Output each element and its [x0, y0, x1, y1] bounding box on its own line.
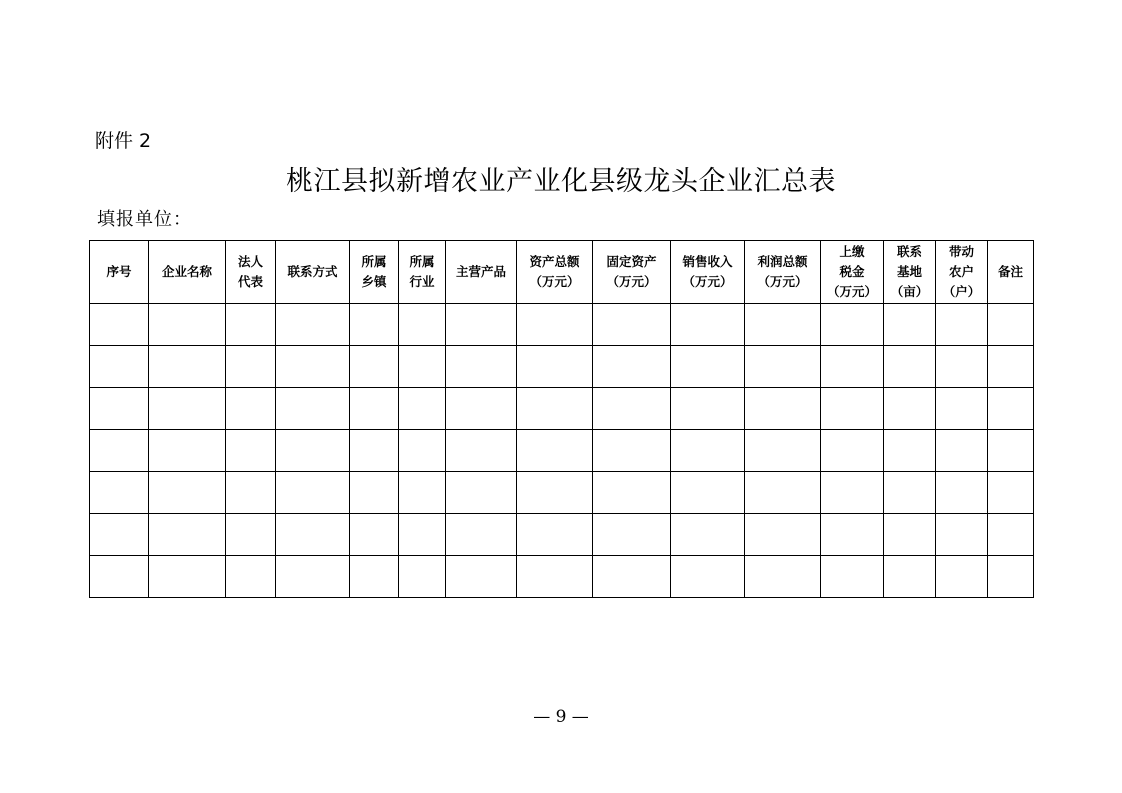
table-cell — [226, 430, 276, 472]
table-cell — [149, 430, 226, 472]
table-cell — [936, 388, 988, 430]
column-header — [671, 241, 745, 304]
column-header-line: 乡镇 — [361, 274, 387, 289]
table-cell — [593, 472, 671, 514]
column-header-line: （万元） — [682, 274, 733, 289]
table-cell — [446, 346, 517, 388]
column-header-line: 税金 — [839, 264, 865, 279]
column-header-line: 序号 — [106, 264, 132, 279]
table-cell — [446, 430, 517, 472]
table-cell — [671, 472, 745, 514]
table-cell — [936, 556, 988, 598]
table-cell — [446, 514, 517, 556]
column-header-line: 企业名称 — [161, 264, 212, 279]
column-header-line: 行业 — [409, 274, 435, 289]
table-cell — [399, 304, 446, 346]
table-cell — [399, 556, 446, 598]
table-body — [90, 304, 1034, 598]
table-cell — [936, 514, 988, 556]
column-header-line: 所属 — [409, 254, 435, 269]
table-cell — [149, 304, 226, 346]
column-header — [821, 241, 884, 304]
table-cell — [276, 430, 350, 472]
table-cell — [821, 556, 884, 598]
table-cell — [821, 472, 884, 514]
table-cell — [226, 388, 276, 430]
table-cell — [936, 472, 988, 514]
table-cell — [988, 514, 1034, 556]
page-number: — 9 — — [533, 707, 589, 727]
table-cell — [745, 556, 821, 598]
table-cell — [671, 304, 745, 346]
table-cell — [517, 556, 593, 598]
table-cell — [988, 346, 1034, 388]
table-cell — [745, 388, 821, 430]
table-cell — [226, 472, 276, 514]
table-cell — [226, 514, 276, 556]
table-cell — [745, 304, 821, 346]
table-cell — [226, 346, 276, 388]
column-header — [90, 241, 149, 304]
table-cell — [276, 472, 350, 514]
table-cell — [884, 514, 936, 556]
table-cell — [671, 556, 745, 598]
column-header — [149, 241, 226, 304]
column-header-line: 备注 — [997, 264, 1023, 279]
column-header-line: （万元） — [757, 274, 808, 289]
table-cell — [745, 472, 821, 514]
table-cell — [745, 514, 821, 556]
table-cell — [226, 556, 276, 598]
table-row — [90, 388, 1034, 430]
column-header-line: 带动 — [948, 244, 974, 259]
column-header-line: 基地 — [896, 264, 922, 279]
table-cell — [350, 556, 399, 598]
column-header — [350, 241, 399, 304]
column-header — [745, 241, 821, 304]
table-cell — [936, 430, 988, 472]
table-row — [90, 556, 1034, 598]
summary-table — [89, 240, 1034, 598]
table-cell — [90, 472, 149, 514]
column-header — [593, 241, 671, 304]
table-cell — [821, 346, 884, 388]
table-cell — [517, 514, 593, 556]
table-cell — [276, 556, 350, 598]
table-cell — [149, 346, 226, 388]
table-cell — [399, 514, 446, 556]
table-cell — [149, 472, 226, 514]
table-cell — [350, 430, 399, 472]
table-cell — [90, 346, 149, 388]
table-cell — [988, 430, 1034, 472]
table-cell — [350, 472, 399, 514]
fill-unit-label: 填报单位： — [97, 209, 192, 230]
table-cell — [593, 304, 671, 346]
table-cell — [821, 304, 884, 346]
table-cell — [745, 346, 821, 388]
table-cell — [936, 304, 988, 346]
table-cell — [399, 346, 446, 388]
column-header-line: （万元） — [529, 274, 580, 289]
table-cell — [90, 556, 149, 598]
table-cell — [276, 304, 350, 346]
table-cell — [593, 388, 671, 430]
column-header-line: 农户 — [948, 264, 974, 279]
table-cell — [90, 304, 149, 346]
table-cell — [821, 388, 884, 430]
table-cell — [671, 430, 745, 472]
table-cell — [149, 556, 226, 598]
table-cell — [446, 388, 517, 430]
column-header-line: 销售收入 — [682, 254, 733, 269]
table-header-row — [90, 241, 1034, 304]
table-cell — [821, 430, 884, 472]
table-cell — [517, 304, 593, 346]
table-cell — [671, 514, 745, 556]
column-header-line: 主营产品 — [455, 264, 506, 279]
table-cell — [988, 388, 1034, 430]
table-cell — [884, 556, 936, 598]
table-cell — [884, 430, 936, 472]
column-header-line: 固定资产 — [606, 254, 657, 269]
table-cell — [399, 430, 446, 472]
column-header — [988, 241, 1034, 304]
column-header — [399, 241, 446, 304]
column-header — [226, 241, 276, 304]
table-cell — [745, 430, 821, 472]
table-cell — [446, 556, 517, 598]
table-row — [90, 304, 1034, 346]
column-header-line: （万元） — [826, 284, 877, 299]
column-header-line: （亩） — [890, 284, 929, 299]
table-cell — [988, 304, 1034, 346]
table-cell — [988, 472, 1034, 514]
table-cell — [517, 346, 593, 388]
column-header-line: 资产总额 — [529, 254, 580, 269]
column-header — [884, 241, 936, 304]
table-cell — [593, 430, 671, 472]
table-cell — [149, 514, 226, 556]
column-header — [446, 241, 517, 304]
table-row — [90, 346, 1034, 388]
column-header-line: 所属 — [361, 254, 387, 269]
table-cell — [350, 346, 399, 388]
table-cell — [936, 346, 988, 388]
column-header — [276, 241, 350, 304]
table-cell — [276, 346, 350, 388]
column-header — [936, 241, 988, 304]
table-cell — [350, 304, 399, 346]
table-cell — [226, 304, 276, 346]
column-header-line: 联系 — [896, 244, 922, 259]
attachment-label: 附件 2 — [95, 130, 152, 152]
table-cell — [593, 346, 671, 388]
table-cell — [446, 472, 517, 514]
table-cell — [149, 388, 226, 430]
column-header-line: （万元） — [606, 274, 657, 289]
table-cell — [517, 472, 593, 514]
table-cell — [593, 556, 671, 598]
table-cell — [671, 388, 745, 430]
table-cell — [671, 346, 745, 388]
table-cell — [884, 388, 936, 430]
column-header-line: 法人 — [237, 254, 263, 269]
table-row — [90, 514, 1034, 556]
column-header-line: （户） — [942, 284, 981, 299]
table-cell — [90, 388, 149, 430]
column-header — [517, 241, 593, 304]
table-cell — [90, 430, 149, 472]
table-cell — [90, 514, 149, 556]
table-cell — [399, 388, 446, 430]
column-header-line: 上缴 — [839, 244, 865, 259]
table-cell — [988, 556, 1034, 598]
table-cell — [821, 514, 884, 556]
table-cell — [517, 388, 593, 430]
table-cell — [593, 514, 671, 556]
table-cell — [517, 430, 593, 472]
table-cell — [399, 472, 446, 514]
table-cell — [446, 304, 517, 346]
table-cell — [884, 472, 936, 514]
table-row — [90, 472, 1034, 514]
page-title: 桃江县拟新增农业产业化县级龙头企业汇总表 — [286, 166, 836, 197]
column-header-line: 利润总额 — [757, 254, 808, 269]
column-header-line: 代表 — [237, 274, 263, 289]
column-header-line: 联系方式 — [287, 264, 338, 279]
table-cell — [276, 514, 350, 556]
table-cell — [276, 388, 350, 430]
table-cell — [350, 514, 399, 556]
table-row — [90, 430, 1034, 472]
table-cell — [884, 304, 936, 346]
table-cell — [884, 346, 936, 388]
table-cell — [350, 388, 399, 430]
